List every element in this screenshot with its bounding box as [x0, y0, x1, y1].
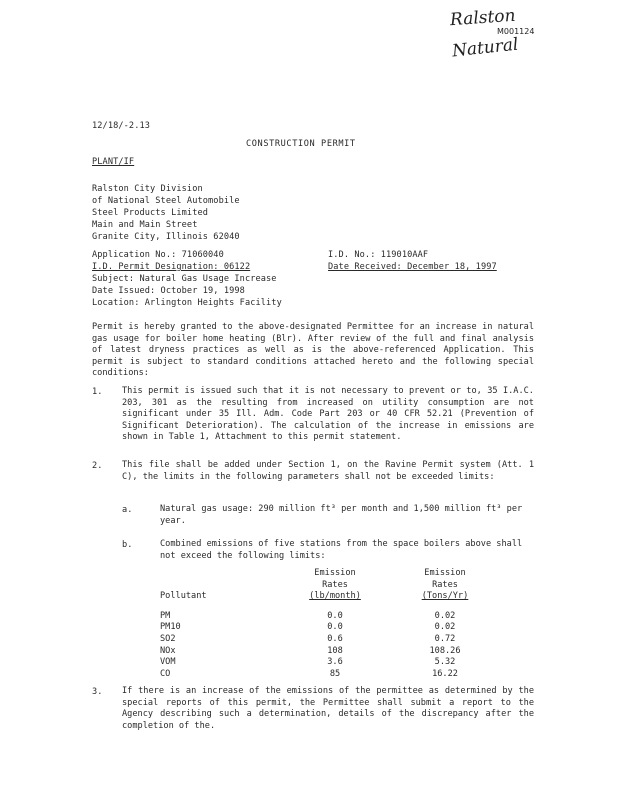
address-line: Granite City, Illinois 62040	[92, 232, 240, 242]
condition-number: 1.	[92, 387, 103, 397]
table-cell: 0.72	[434, 633, 456, 644]
table-row	[160, 657, 500, 669]
table-header-cell: Pollutant	[160, 591, 207, 602]
subcondition-letter: a.	[122, 505, 133, 515]
condition-3-text: If there is an increase of the emissions of the permittee as determined by the special reports of this permit, the Permittee shall submit a report to the Agency describing such a determination, details of the discrepancy after the completion of the.	[122, 686, 534, 731]
salutation: PLANT/IF	[92, 157, 135, 167]
table-cell: VOM	[160, 657, 176, 668]
subcondition-a-text: Natural gas usage: 290 million ft³ per month and 1,500 million ft³ per year.	[160, 504, 523, 526]
table-cell: 0.0	[327, 622, 343, 633]
table-cell: 0.6	[327, 633, 343, 644]
table-cell: 0.02	[434, 622, 456, 633]
address-line: of National Steel Automobile	[92, 196, 240, 206]
date-issued: Date Issued: October 19, 1998	[92, 286, 245, 296]
table-row	[160, 634, 500, 646]
table-cell: 16.22	[432, 668, 458, 679]
emission-table	[160, 568, 500, 680]
table-cell: PM10	[160, 622, 181, 633]
table-header-row	[160, 591, 500, 603]
id-number: I.D. No.: 119010AAF	[328, 250, 429, 260]
table-header-cell	[160, 580, 280, 592]
table-cell: 5.32	[434, 657, 456, 668]
handwritten-annotation-2: Natural	[451, 34, 520, 62]
document-id: 12/18/-2.13	[92, 121, 151, 131]
table-cell: NOx	[160, 645, 176, 656]
table-header-cell: (Tons/Yr)	[421, 591, 469, 602]
condition-number: 3.	[92, 687, 103, 697]
table-row	[160, 646, 500, 658]
table-cell: SO2	[160, 633, 176, 644]
table-header-cell: Rates	[432, 579, 458, 590]
table-cell: 0.02	[434, 610, 456, 621]
table-header-cell: Rates	[322, 579, 348, 590]
table-header-cell: Emission	[424, 568, 466, 578]
table-header-row	[160, 568, 500, 580]
handwritten-annotation-1: Ralston	[449, 5, 517, 31]
application-number: Application No.: 71060040	[92, 250, 224, 260]
handwritten-stamp: M001124	[497, 27, 535, 36]
intro-paragraph: Permit is hereby granted to the above-designated Permittee for an increase in natural gas usage for boiler home heating (Blr). After review of the full and final analysis of latest dryness practices as well as is the above-referenced Application. This permit is subject to standard conditions attached hereto and the following special conditions:	[92, 322, 534, 379]
table-header-cell: (lb/month)	[309, 591, 361, 602]
table-cell: CO	[160, 668, 171, 679]
condition-number: 2.	[92, 461, 103, 471]
condition-1-text: This permit is issued such that it is not necessary to prevent or to, 35 I.A.C. 203, 301 as the resulting from increased on utility consumption are not significant under 35 Ill. Adm. Code Part 203 or 40 CFR 52.21 (Prevention of Significant Deterioration). The calculation of the increase in emissions are shown in Table 1, Attachment to this permit statement.	[122, 386, 534, 443]
address-line: Main and Main Street	[92, 220, 198, 230]
subcondition-b-text: Combined emissions of five stations from the space boilers above shall not exceed the following limits:	[160, 539, 523, 561]
table-cell: 3.6	[327, 657, 343, 668]
table-cell: 85	[329, 668, 341, 679]
date-received: Date Received: December 18, 1997	[328, 262, 497, 272]
document-title: CONSTRUCTION PERMIT	[246, 139, 356, 149]
condition-2-text: This file shall be added under Section 1, on the Ravine Permit system (Att. 1 C), the limits in the following parameters shall not be exceeded limits:	[122, 460, 534, 482]
table-header-cell: Emission	[314, 568, 356, 578]
table-cell: 108	[327, 645, 343, 656]
address-line: Steel Products Limited	[92, 208, 209, 218]
table-cell: PM	[160, 610, 171, 621]
table-cell: 108.26	[429, 645, 461, 656]
table-row	[160, 622, 500, 634]
table-header-cell	[160, 568, 280, 580]
address-line: Ralston City Division	[92, 184, 203, 194]
permit-subject: Subject: Natural Gas Usage Increase	[92, 274, 277, 284]
table-row	[160, 611, 500, 623]
table-row	[160, 669, 500, 681]
location: Location: Arlington Heights Facility	[92, 298, 282, 308]
subcondition-letter: b.	[122, 540, 133, 550]
table-cell: 0.0	[327, 610, 343, 621]
permit-designation: I.D. Permit Designation: 06122	[92, 262, 251, 272]
table-header-row	[160, 580, 500, 592]
